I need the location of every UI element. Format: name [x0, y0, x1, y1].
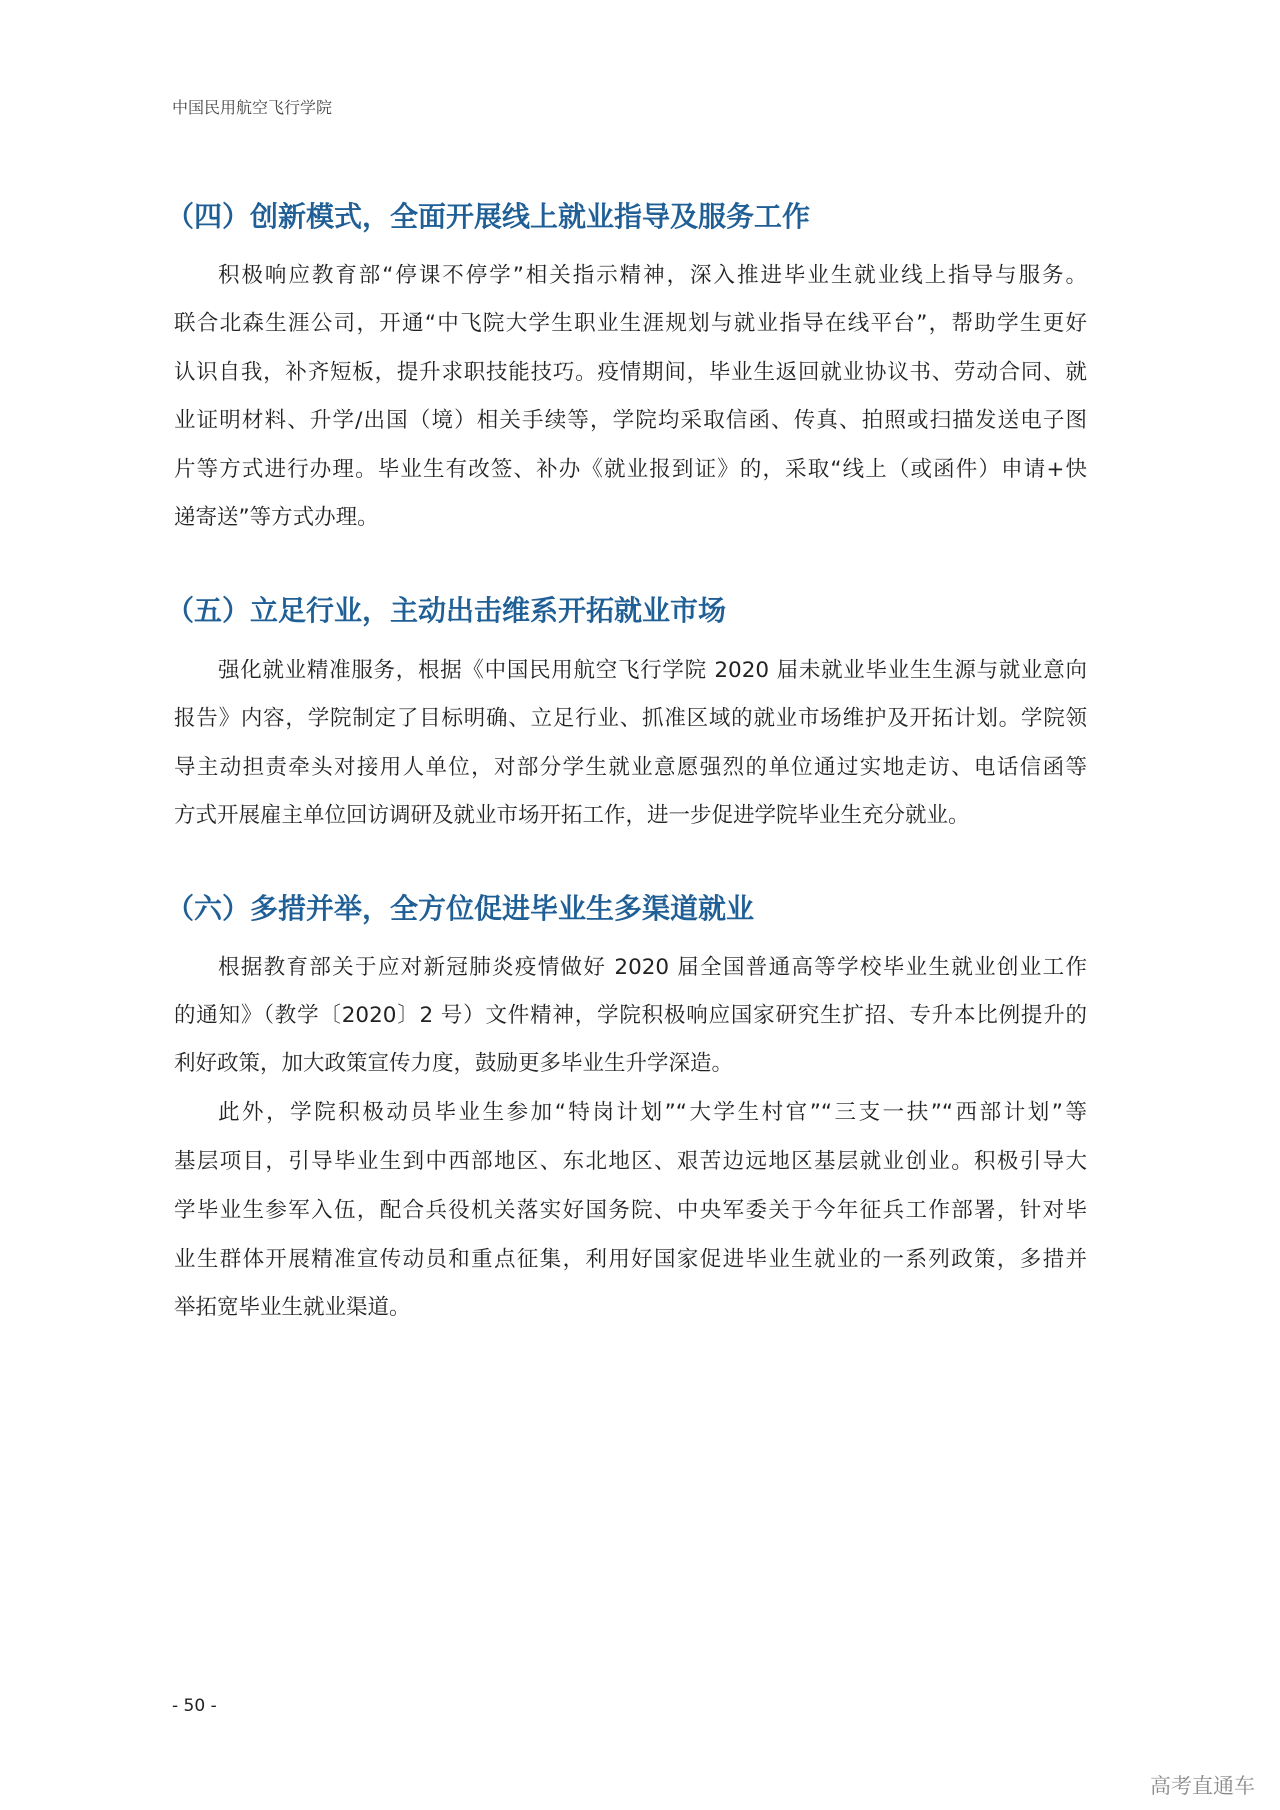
text-line: 此外，学院积极动员毕业生参加“特岗计划”“大学生村官”“三支一扶”“西部计划”等	[218, 1100, 1087, 1125]
text-line: 利好政策，加大政策宣传力度，鼓励更多毕业生升学深造。	[174, 1051, 734, 1076]
section-heading-6: （六）多措并举，全方位促进毕业生多渠道就业	[166, 892, 755, 925]
section-heading-4: （四）创新模式，全面开展线上就业指导及服务工作	[166, 200, 811, 233]
text-line: 业证明材料、升学/出国（境）相关手续等，学院均采取信函、传真、拍照或扫描发送电子图	[174, 408, 1087, 433]
text-line: 强化就业精准服务，根据《中国民用航空飞行学院 2020 届未就业毕业生生源与就业意向	[218, 658, 1087, 683]
text-line: 导主动担责牵头对接用人单位，对部分学生就业意愿强烈的单位通过实地走访、电话信函等	[174, 755, 1087, 780]
text-line: 基层项目，引导毕业生到中西部地区、东北地区、艰苦边远地区基层就业创业。积极引导大	[174, 1149, 1087, 1174]
text-line: 方式开展雇主单位回访调研及就业市场开拓工作，进一步促进学院毕业生充分就业。	[174, 803, 970, 828]
watermark: 高考直通车	[1150, 1774, 1255, 1798]
text-line: 报告》内容，学院制定了目标明确、立足行业、抓准区域的就业市场维护及开拓计划。学院领	[174, 706, 1087, 731]
text-line: 片等方式进行办理。毕业生有改签、补办《就业报到证》的，采取“线上（或函件）申请+快	[174, 457, 1087, 482]
page-number: - 50 -	[172, 1696, 217, 1716]
text-line: 根据教育部关于应对新冠肺炎疫情做好 2020 届全国普通高等学校毕业生就业创业工作	[218, 955, 1087, 980]
text-line: 积极响应教育部“停课不停学”相关指示精神，深入推进毕业生就业线上指导与服务。	[218, 263, 1087, 288]
text-line: 联合北森生涯公司，开通“中飞院大学生职业生涯规划与就业指导在线平台”，帮助学生更好	[174, 311, 1087, 336]
text-line: 递寄送”等方式办理。	[174, 505, 379, 530]
text-line: 举拓宽毕业生就业渠道。	[174, 1295, 411, 1320]
text-line: 学毕业生参军入伍，配合兵役机关落实好国务院、中央军委关于今年征兵工作部署，针对毕	[174, 1198, 1087, 1223]
running-header: 中国民用航空飞行学院	[172, 98, 333, 117]
text-line: 业生群体开展精准宣传动员和重点征集，利用好国家促进毕业生就业的一系列政策，多措并	[174, 1247, 1087, 1272]
section-heading-5: （五）立足行业，主动出击维系开拓就业市场	[166, 594, 727, 627]
text-line: 的通知》（教学〔2020〕2 号）文件精神，学院积极响应国家研究生扩招、专升本比例提升的	[174, 1003, 1087, 1028]
text-line: 认识自我，补齐短板，提升求职技能技巧。疫情期间，毕业生返回就业协议书、劳动合同、就	[174, 360, 1087, 385]
